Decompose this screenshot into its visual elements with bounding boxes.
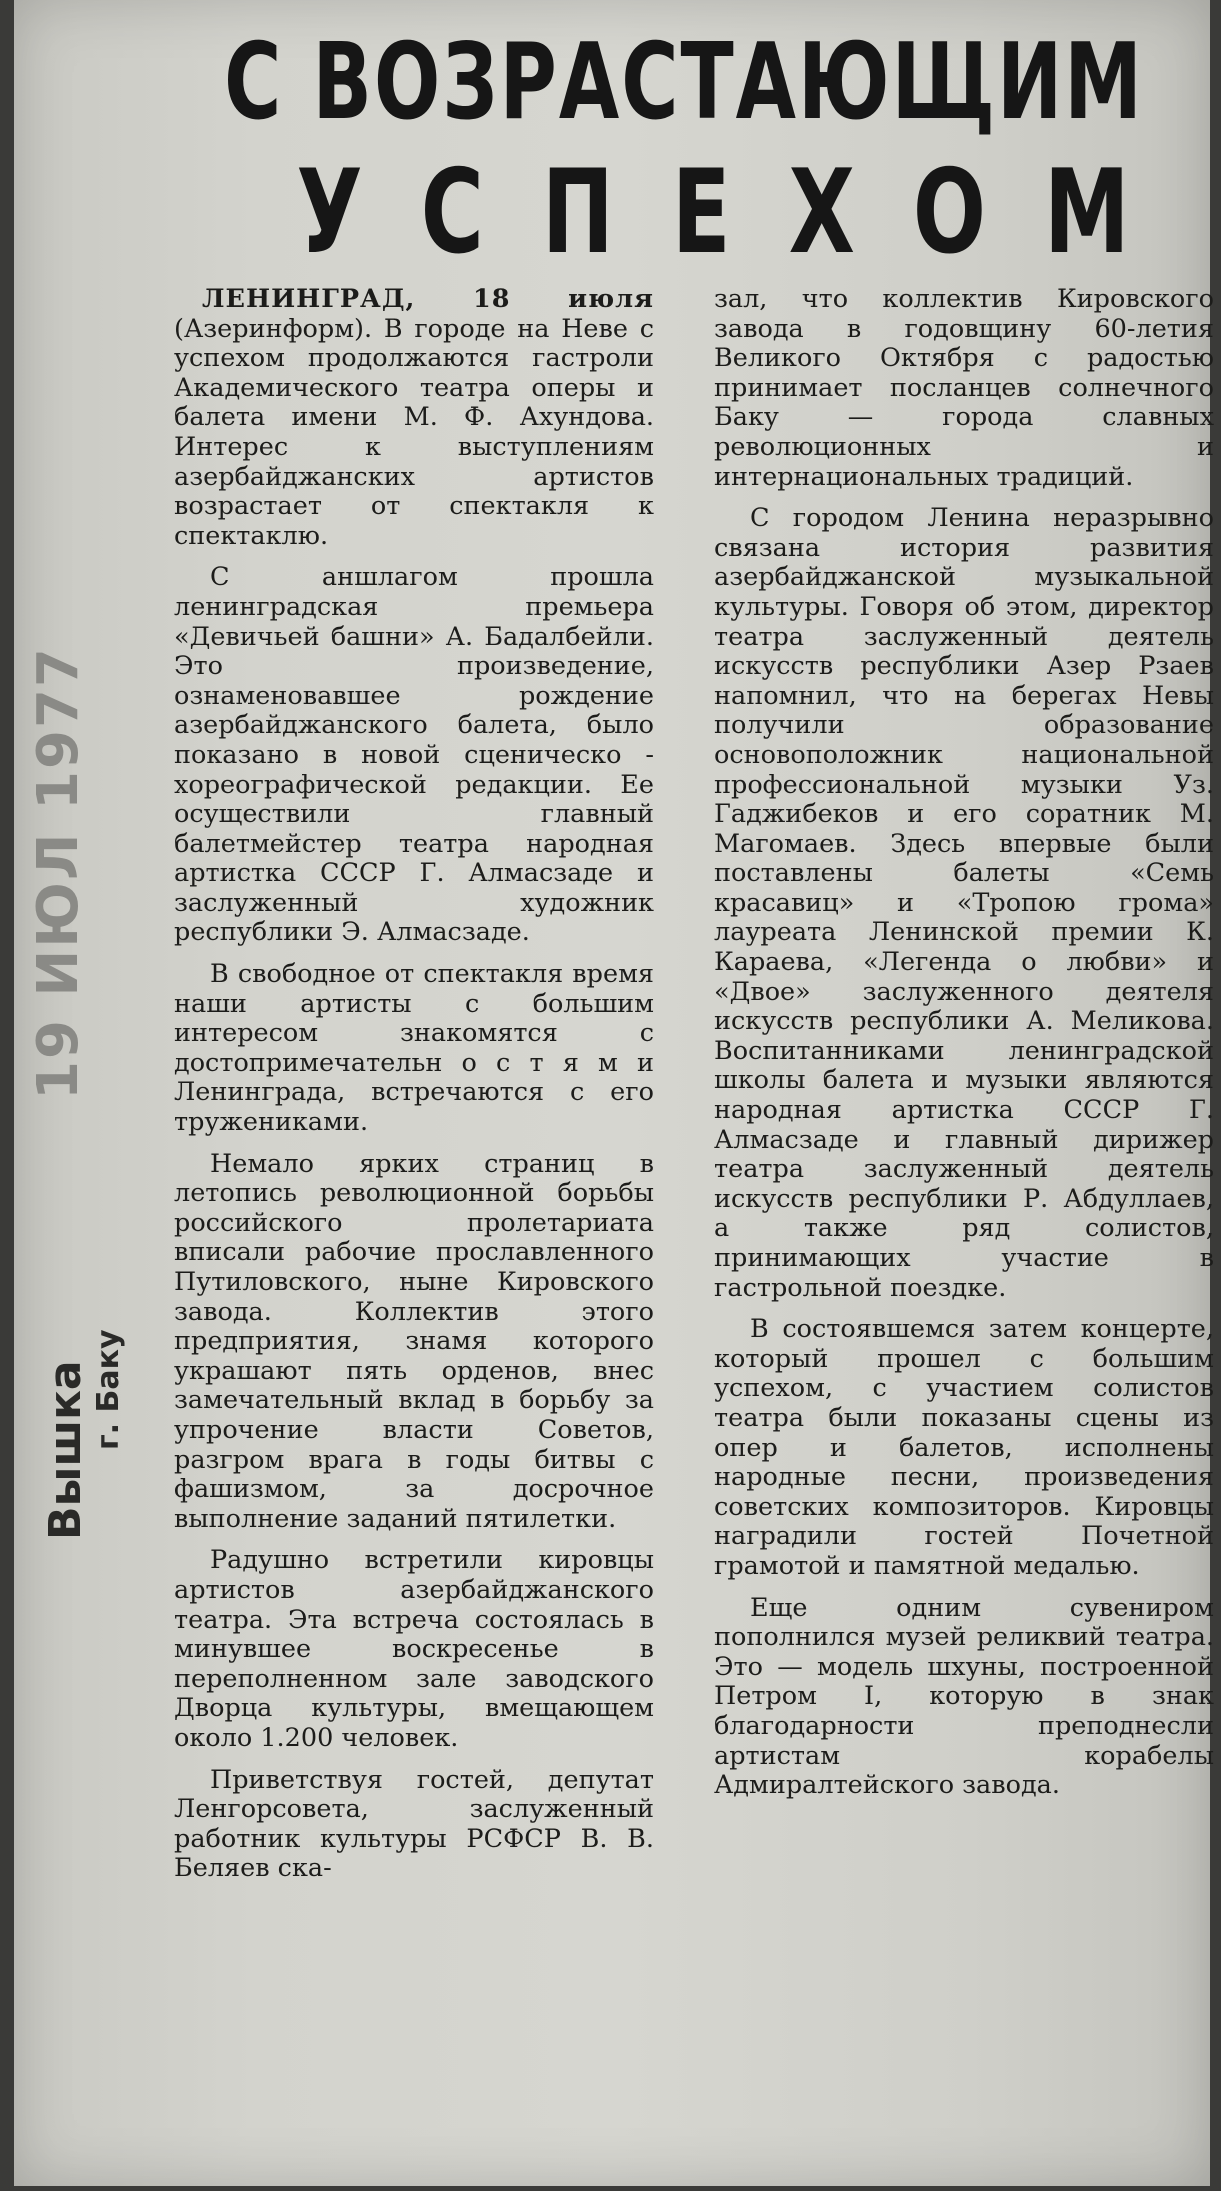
article-paragraph: С городом Ленина неразрывно связана история развития азербайджанской музыкальной культуры. Говоря об этом, директор театра заслуженный деятель искусств республики Азер Рзаев напомнил, что на берегах Невы получили образование основоположник национальной профессиональной музыки Уз. Гаджибеков и его соратник М. Магомаев. Здесь впервые были поставлены балеты «Семь красавиц» и «Тропою грома» лауреата Ленинской премии К. Караева, «Легенда о любви» и «Двое» заслуженного деятеля искусств республики А. Меликова. Воспитанниками ленинградской школы балета и музыки являются народная артистка СССР Г. Алмасзаде и главный дирижер театра заслуженный деятель искусств республики Р. Абдуллаев, а также ряд солистов, принимающих участие в гастрольной поездке. <box>714 503 1214 1303</box>
headline-line-2: УСПЕХОМ <box>296 145 1188 281</box>
article-paragraph: Еще одним сувениром пополнился музей реликвий театра. Это — модель шхуны, построенной Петром I, которую в знак благодарности преподнесли артистам корабелы Адмиралтейского завода. <box>714 1592 1214 1801</box>
article-column-2 <box>714 285 1214 1813</box>
publication-city-stamp: г. Баку <box>91 1329 126 1450</box>
article-paragraph: Немало ярких страниц в летопись революционной борьбы российского пролетариата вписали рабочие прославленного Путиловского, ныне Кировского завода. Коллектив этого предприятия, знамя которого украшают пять орденов, внес замечательный вклад в борьбу за упрочение власти Советов, разгром врага в годы битвы с фашизмом, за досрочное выполнение заданий пятилетки. <box>174 1148 654 1534</box>
article-paragraph: зал, что коллектив Кировского завода в годовщину 60-летия Великого Октября с радостью принимает посланцев солнечного Баку — города славных революционных и интернациональных традиций. <box>714 284 1214 492</box>
article-lead-text: (Азеринформ). В городе на Неве с успехом продолжаются гастроли Академического театра оперы и балета имени М. Ф. Ахундова. Интерес к выступлениям азербайджанских артистов возрастает от спектакля к спектаклю. <box>174 313 654 551</box>
article-column-1 <box>174 285 654 1896</box>
article-paragraph: В свободное от спектакля время наши артисты с большим интересом знакомятся с достопримечательн о с т я м и Ленинграда, встречаются с его тружениками. <box>174 959 654 1138</box>
article-paragraph: С аншлагом прошла ленинградская премьера «Девичьей башни» А. Бадалбейли. Это произведение, ознаменовавшее рождение азербайджанского балета, было показано в новой сценическо - хореографической редакции. Ее осуществили главный балетмейстер театра народная артистка СССР Г. Алмасзаде и заслуженный художник республики Э. Алмасзаде. <box>174 562 654 948</box>
article-paragraph: Приветствуя гостей, депутат Ленгорсовета, заслуженный работник культуры РСФСР В. В. Беляев ска- <box>174 1764 654 1884</box>
date-stamp: 19 ИЮЛ 1977 <box>26 646 91 1100</box>
article-paragraph: Радушно встретили кировцы артистов азербайджанского театра. Эта встреча состоялась в минувшее воскресенье в переполненном зале заводского Дворца культуры, вмещающем около 1.200 человек. <box>174 1545 654 1753</box>
article-paragraph: В состоявшемся затем концерте, который прошел с большим успехом, с участием солистов театра были показаны сцены из опер и балетов, исполнены народные песни, произведения советских композиторов. Кировцы наградили гостей Почетной грамотой и памятной медалью. <box>714 1314 1214 1581</box>
headline-line-1: С ВОЗРАСТАЮЩИМ <box>224 21 1144 144</box>
article-paragraph <box>174 285 654 551</box>
newspaper-clipping <box>14 0 1214 2186</box>
publication-stamp: Вышка <box>40 1360 91 1540</box>
article-dateline: ЛЕНИНГРАД, 18 июля <box>202 284 654 314</box>
